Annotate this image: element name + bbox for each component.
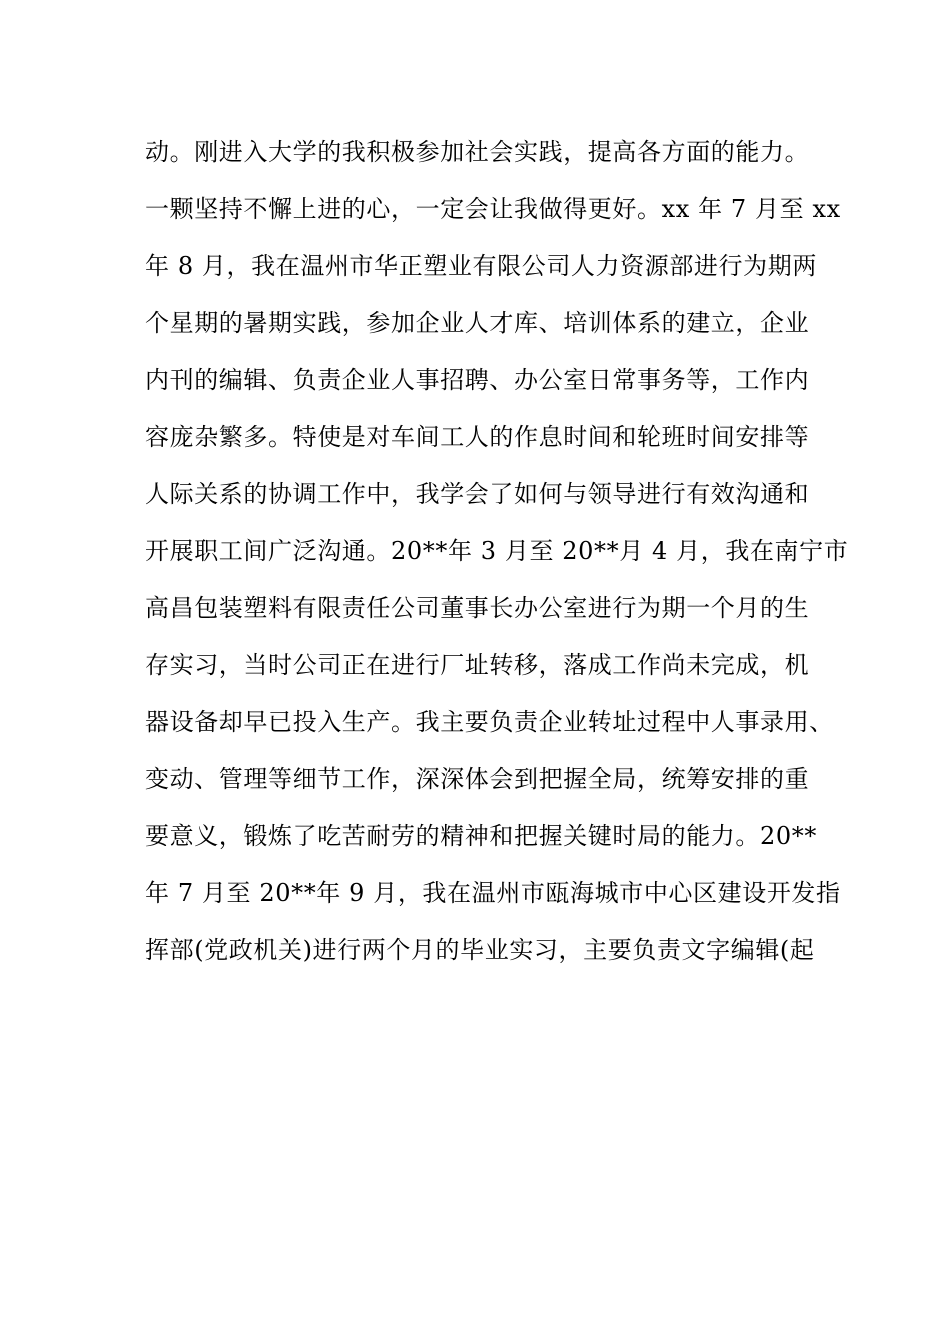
text-line: 年 7 月至 20**年 9 月，我在温州市瓯海城市中心区建设开发指 xyxy=(145,879,841,907)
text-line: 开展职工间广泛沟通。20**年 3 月至 20**月 4 月，我在南宁市 xyxy=(145,537,849,565)
text-line: 年 8 月，我在温州市华正塑业有限公司人力资源部进行为期两 xyxy=(145,252,817,280)
text-line: 动。刚进入大学的我积极参加社会实践，提高各方面的能力。 xyxy=(145,138,810,166)
text-line: 挥部(党政机关)进行两个月的毕业实习，主要负责文字编辑(起 xyxy=(145,936,815,964)
text-line: 存实习，当时公司正在进行厂址转移，落成工作尚未完成，机 xyxy=(145,651,810,679)
text-line: 要意义，锻炼了吃苦耐劳的精神和把握关键时局的能力。20** xyxy=(145,822,817,850)
text-line: 容庞杂繁多。特使是对车间工人的作息时间和轮班时间安排等 xyxy=(145,423,810,451)
text-line: 内刊的编辑、负责企业人事招聘、办公室日常事务等，工作内 xyxy=(145,366,810,394)
text-line: 器设备却早已投入生产。我主要负责企业转址过程中人事录用、 xyxy=(145,708,834,736)
body-text xyxy=(145,130,849,985)
text-line: 一颗坚持不懈上进的心，一定会让我做得更好。xx 年 7 月至 xx xyxy=(145,195,841,223)
text-line: 个星期的暑期实践，参加企业人才库、培训体系的建立，企业 xyxy=(145,309,810,337)
text-line: 高昌包装塑料有限责任公司董事长办公室进行为期一个月的生 xyxy=(145,594,810,622)
text-line: 变动、管理等细节工作，深深体会到把握全局，统筹安排的重 xyxy=(145,765,810,793)
text-line: 人际关系的协调工作中，我学会了如何与领导进行有效沟通和 xyxy=(145,480,810,508)
